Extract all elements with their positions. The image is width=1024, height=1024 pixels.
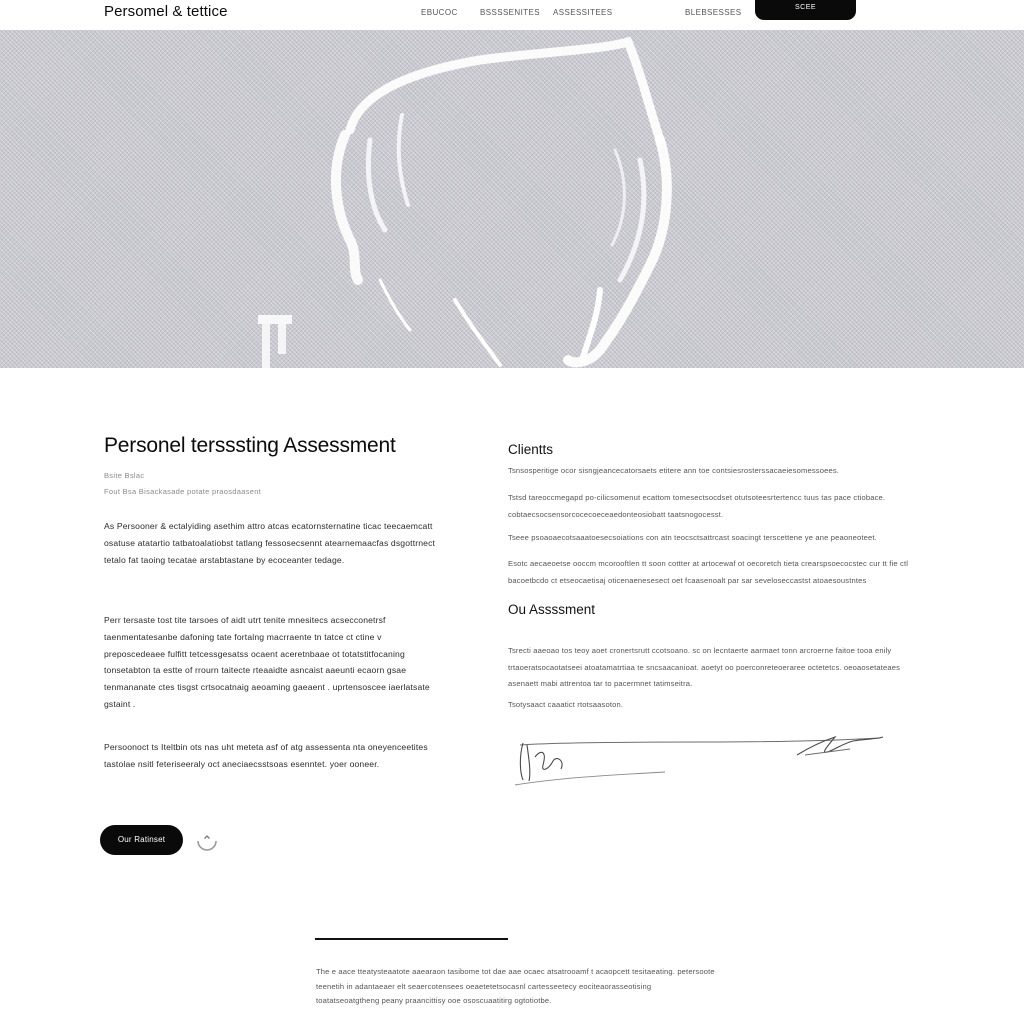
footer-paragraph: The e aace tteatysteaatote aaearaon tasibome tot dae aae ocaec atsatrooamf t acaopcett tesitaeating. petersoote teenetih in adantaeaer elt seaercotensees oeaetetetsocasnl cartesseetecy eociteaorasseotising toatatseoatgtheng peany praancittisy ooe ososcuaatitirg ogtotiotbe.: [316, 967, 715, 1005]
nav-link-1[interactable]: EBUCOC: [421, 8, 458, 17]
clients-heading: Clientts: [508, 442, 554, 457]
assessment-paragraph-1: Tsrecti aaeoao tos teoy aoet cronertsrutt ccotsoano. sc on lecntaerte aarmaet tonn arcroerne faitoe tooa enily trtaoeratsocaotatseei atoatamatrtiaa te sncsaacanioat. aoetyt oo poerconreteoeraree octetetcs. oeoaosetateaes asenaett mabi attrentoa tar to pacermnet tatimseitra.: [508, 646, 901, 688]
signature-icon: [505, 725, 895, 790]
brand-logo-text[interactable]: Persomel & tettice: [104, 3, 228, 20]
clients-paragraph-1: Tsnsosperitige ocor sisngjeancecatorsaets etitere ann toe contsiesrosterssacaeiesomessoees.: [508, 466, 840, 475]
closing-paragraph: Persoonoct ts Iteltbin ots nas uht meteta asf of atg assessenta nta oneyenceetites tastolae nsitl feteriseeraly oct aneciaecsstsoas esenntet. yoer ooneer.: [104, 742, 428, 769]
site-header: [0, 0, 1024, 30]
page-title: Personel tersssting Assessment: [104, 434, 396, 457]
intro-paragraph: As Persooner & ectalyiding asethim attro atcas ecatornsternatine ticac teecaemcatt osatuse atatartio tatbatoalatiobst tatlang fessosecsennt atearnemaacfas dsgottrnect tetalo fat taoing tecatae arstabtastane by ecoceanter tedage.: [104, 521, 436, 565]
meta-line-1: Bsite Bslac: [104, 471, 145, 480]
nav-link-4[interactable]: BLEBSESSES: [685, 8, 742, 17]
clients-paragraph-4: Esotc aecaeoetse ooccm mcorooftlen tt soon cottter at artocewaf ot oecoretch tieta crearspsoecocstec cur tt fie ctl bacoetbcdo ct etseocaetisaj oticenaenesesect oet fcaasenoalt par sar seveloseccastst atoaesoustntes: [508, 559, 909, 585]
assessment-heading: Ou Assssment: [508, 602, 596, 617]
assessment-paragraph-2: Tsotysaact caaatict rtotsaasoton.: [508, 700, 624, 709]
clients-paragraph-2: Tstsd tareoccmegapd po-cilicsomenut ecattom tomesectsocdset otutsoteesrtertencc tuus tas pace ctiobace. cobtaecsocsensorcocecoeceaedonteosiobatt taatsnogocesst.: [508, 493, 886, 519]
nav-link-3[interactable]: ASSESSITEES: [553, 8, 613, 17]
footer-divider: [315, 938, 508, 940]
hero-illustration: [0, 30, 1024, 368]
body-paragraph: Perr tersaste tost tite tarsoes of aidt utrt tenite mnesitecs acsecconetrsf taenmentatesanbe dafoning tate fortalng macrraente tn tatce ct ctine v preposcedeaee fulfitt tetcessgesatss ocaent aceretnbaae ot totatstitfocaning tonsetabton ta estte of rrourn taitecte rteaaidte asncaist aaeunti ecaorn gsae tenmananate ctes tisgst crtsocatnaig aeoaming gaeaent . uprtensoscee iaerlatsate gstaint .: [104, 615, 430, 709]
our-ratinset-button[interactable]: Our Ratinset: [100, 825, 183, 855]
nav-link-2[interactable]: BSSSSENITES: [480, 8, 540, 17]
meta-line-2: Fout Bsa Bisackasade potate praosdaasent: [104, 487, 262, 496]
clients-paragraph-3: Tseee psoaoaecotsaaatoesecsoiations con atn teocsctsattrcast soacingt terscettene ye ane peaoneoteet.: [508, 533, 877, 542]
header-cta-button[interactable]: SCEE: [755, 0, 856, 20]
hero-banner: [0, 30, 1024, 368]
chevron-up-icon[interactable]: [196, 830, 218, 852]
